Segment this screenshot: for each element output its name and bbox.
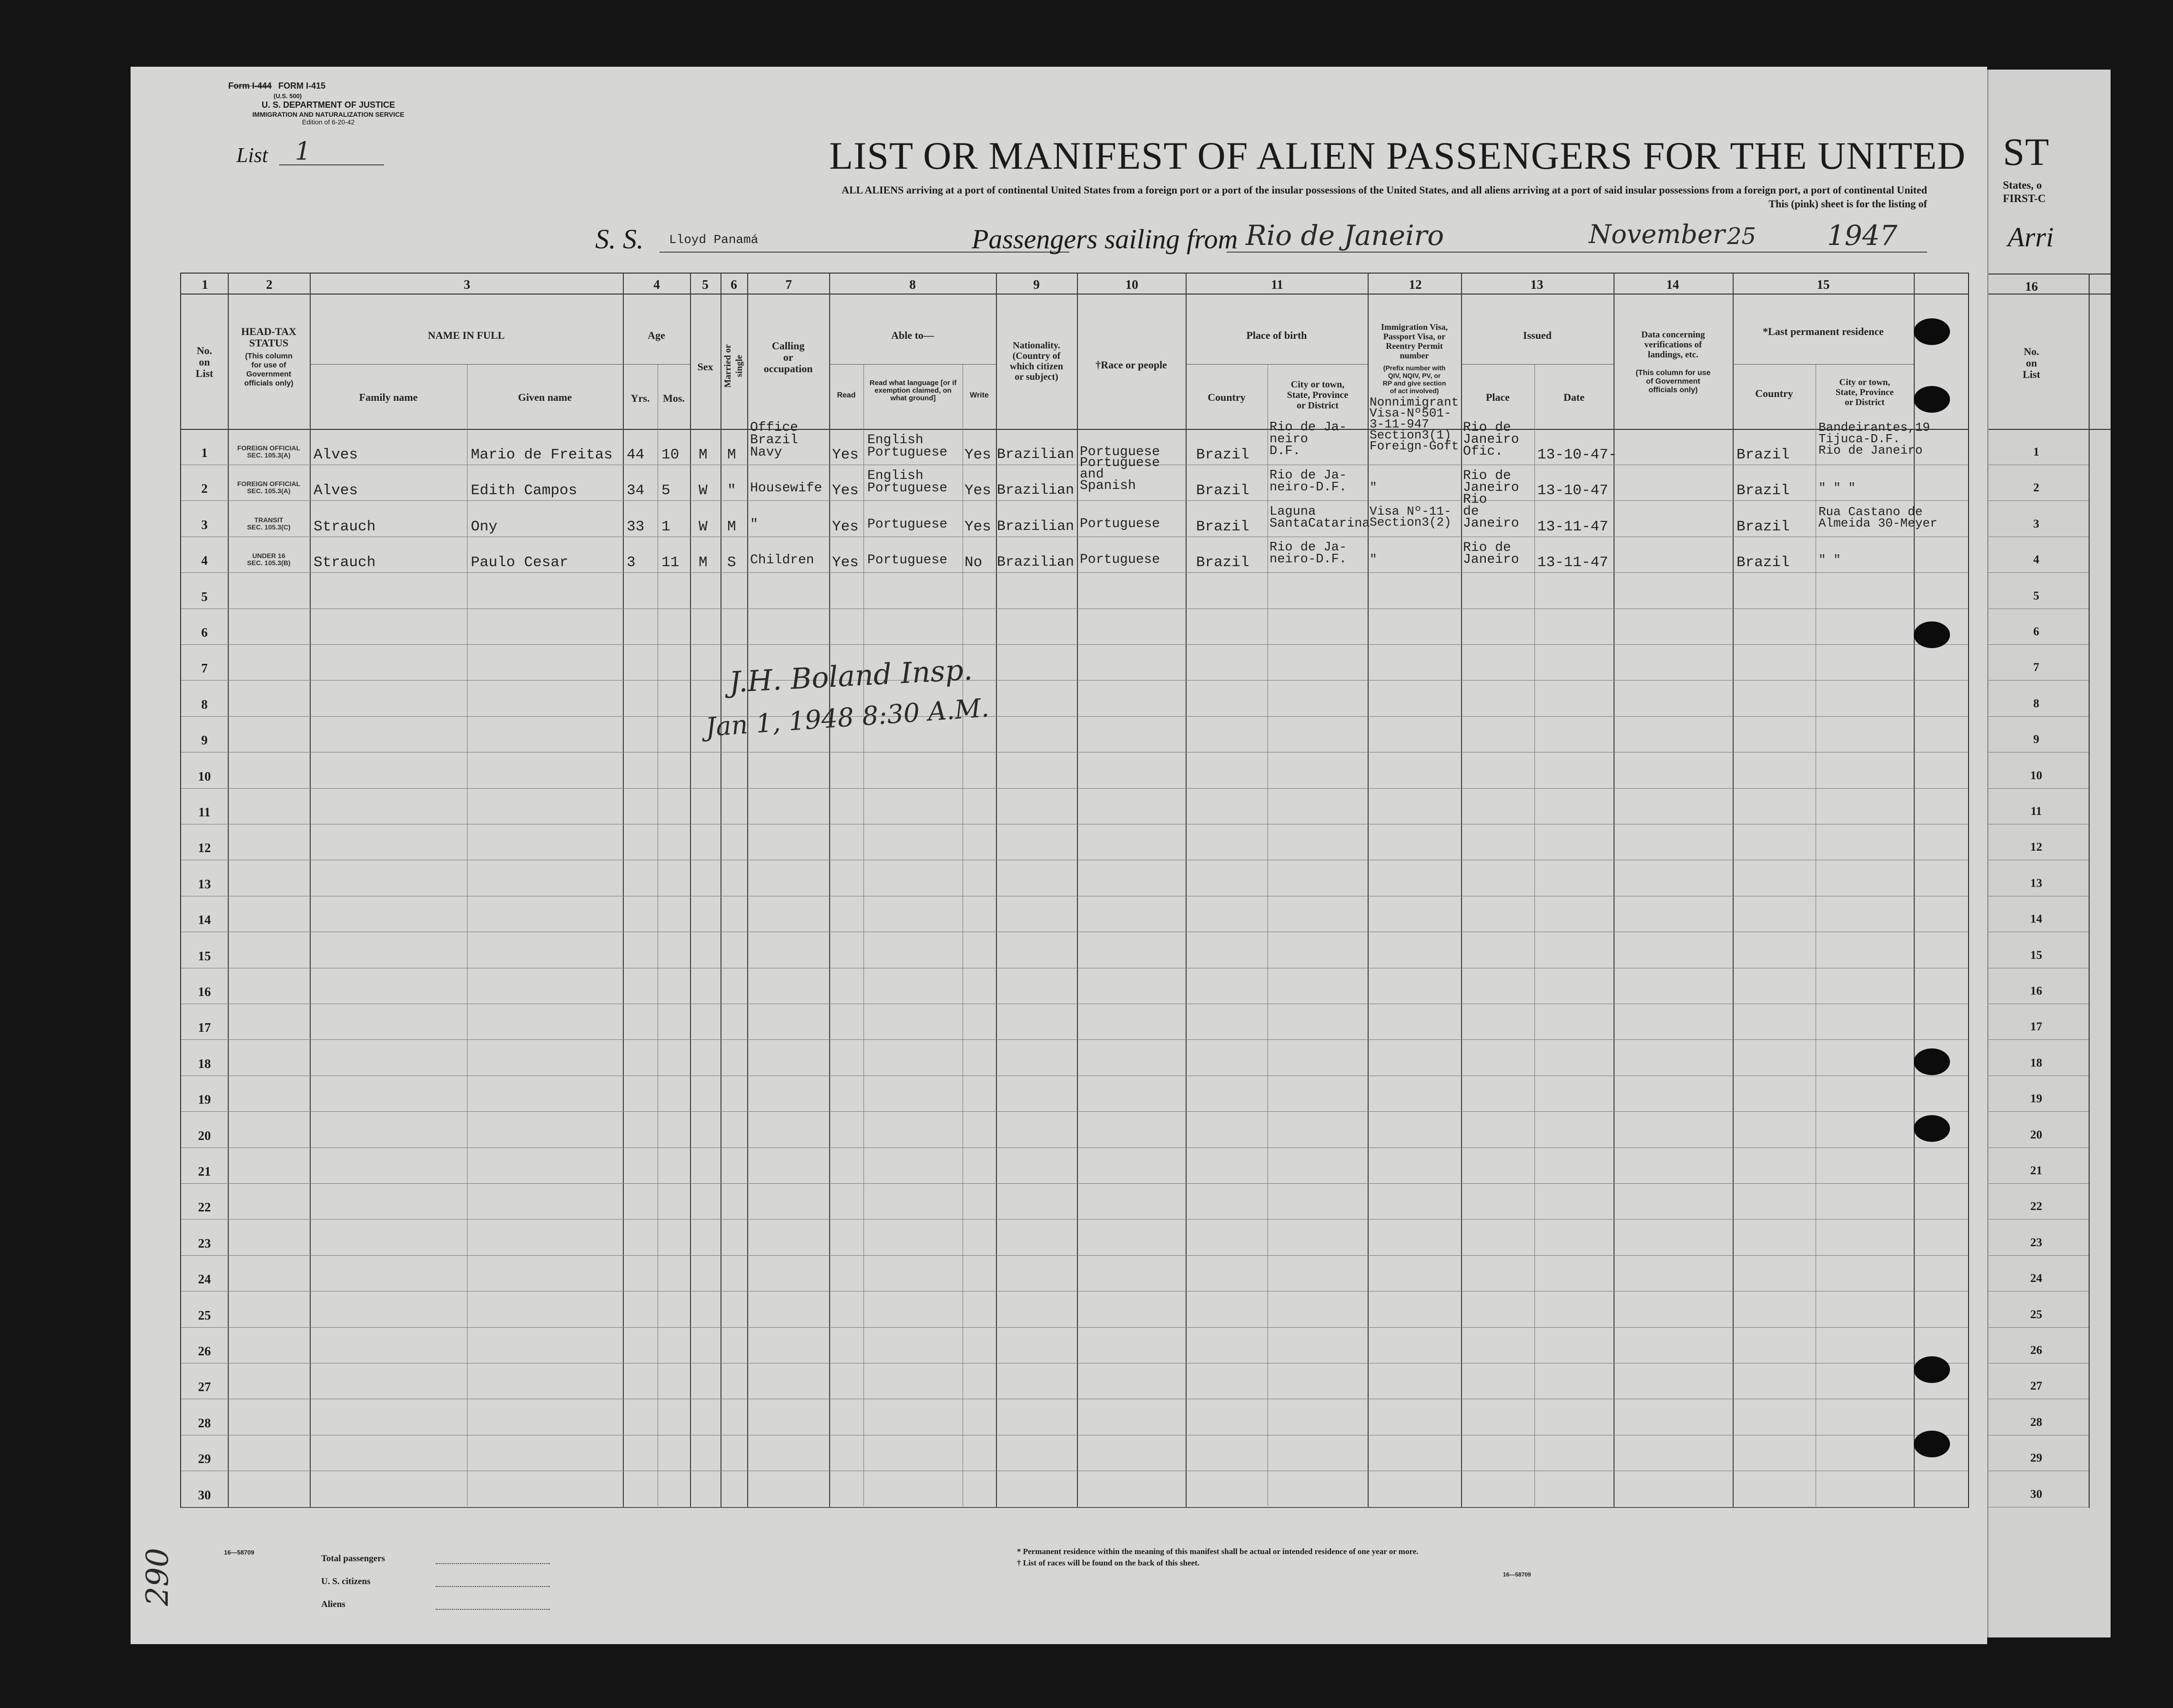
margin-note: 290 <box>140 1547 175 1606</box>
hdr-res-country: Country <box>1755 387 1793 399</box>
strip-row-number: 2 <box>2033 481 2040 494</box>
hdr-race: †Race or people <box>1096 359 1167 371</box>
department: U. S. DEPARTMENT OF JUSTICE <box>262 100 395 110</box>
hdr-landings: Data concerning verifications of landings, etc. <box>1641 330 1705 360</box>
hdr-married: Married or single <box>723 344 744 388</box>
passenger-res-country: Brazil <box>1736 554 1790 571</box>
col-num: 3 <box>464 277 470 292</box>
hdr-date: Date <box>1564 391 1584 403</box>
passenger-res-country: Brazil <box>1736 482 1790 499</box>
passenger-nationality: Brazilian <box>997 447 1075 463</box>
passenger-race: Portuguese <box>1080 517 1160 531</box>
sailing-year: 1947 <box>1827 219 1898 252</box>
row-number: 9 <box>201 733 208 747</box>
passenger-nationality: Brazilian <box>997 518 1075 535</box>
strip-row-number: 25 <box>2030 1308 2042 1321</box>
passenger-issue-place: Rio de Janeiro <box>1463 540 1519 567</box>
passenger-sex: M <box>699 554 708 571</box>
strip-row-number: 13 <box>2030 877 2042 890</box>
hdr-able-to: Able to— <box>891 329 934 341</box>
service: IMMIGRATION AND NATURALIZATION SERVICE <box>252 111 405 118</box>
passenger-given: Paulo Cesar <box>471 554 569 571</box>
passenger-tax: FOREIGN OFFICIAL SEC. 105.3(A) <box>237 444 301 459</box>
passenger-res-city: Rua Castano de Almeida 30-Meyer <box>1818 505 1938 530</box>
passenger-write: Yes <box>965 518 991 535</box>
row-number: 5 <box>201 590 208 604</box>
footnote-residence: * Permanent residence within the meaning of this manifest shall be actual or intended residence of one year or more. <box>1017 1547 1419 1556</box>
passenger-race: Portuguese and Spanish <box>1080 456 1160 493</box>
strip-row-rule <box>1989 572 2089 573</box>
row-number: 20 <box>198 1128 211 1143</box>
passenger-res-city: Bandeirantes,19 Tijuca-D.F. Rio de Janeiro <box>1818 420 1930 458</box>
row-number: 24 <box>198 1272 211 1286</box>
punch-hole <box>1914 386 1950 413</box>
passenger-country: Brazil <box>1196 447 1249 463</box>
strip-arriving: Arri <box>2008 222 2054 253</box>
passenger-race: Portuguese <box>1080 445 1160 459</box>
ss-label: S. S. <box>595 224 644 254</box>
row-rule <box>181 1219 1968 1220</box>
ship-name: Lloyd Panamá <box>669 233 759 247</box>
row-rule <box>181 1111 1968 1112</box>
passenger-married: M <box>727 447 736 463</box>
row-number: 7 <box>201 661 208 675</box>
passenger-read: Yes <box>832 482 859 499</box>
col-num: 8 <box>909 277 916 292</box>
passenger-tax: TRANSIT SEC. 105.3(C) <box>247 516 291 531</box>
list-label: List <box>236 143 268 167</box>
strip-row-rule <box>1989 1255 2089 1256</box>
passenger-tax: UNDER 16 SEC. 105.3(B) <box>247 552 291 567</box>
strip-row-number: 27 <box>2030 1380 2042 1393</box>
passenger-read: Yes <box>832 518 859 535</box>
hdr-res-city: City or town, State, Province or District <box>1835 377 1894 407</box>
form-stamp: 16—58709 <box>224 1549 254 1556</box>
row-number: 19 <box>198 1092 211 1107</box>
passenger-country: Brazil <box>1196 554 1249 571</box>
strip-row-number: 7 <box>2033 661 2040 674</box>
passenger-issue-place: Rio de Janeiro <box>1463 468 1519 495</box>
passenger-family: Strauch <box>314 554 376 571</box>
footnote-code: 16—58709 <box>1503 1571 1531 1578</box>
passenger-mos: 11 <box>661 554 680 571</box>
col-num: 9 <box>1033 277 1040 292</box>
sailing-day: 25 <box>1727 223 1757 250</box>
strip-row-number: 21 <box>2030 1164 2042 1177</box>
row-number: 6 <box>201 625 208 640</box>
passenger-res-country: Brazil <box>1736 447 1790 463</box>
passenger-language: English Portuguese <box>867 433 948 460</box>
passenger-city: Rio de Ja- neiro-D.F. <box>1269 540 1347 567</box>
passenger-nationality: Brazilian <box>997 554 1075 570</box>
row-number: 18 <box>198 1057 211 1071</box>
strip-row-number: 4 <box>2033 553 2040 566</box>
passenger-language: Portuguese <box>867 553 948 568</box>
passenger-yrs: 34 <box>627 482 645 499</box>
strip-row-number: 8 <box>2033 697 2040 710</box>
passenger-country: Brazil <box>1196 482 1249 499</box>
subhead-rule <box>829 364 996 365</box>
strip-row-rule <box>1989 1327 2089 1328</box>
aliens-line <box>436 1609 550 1610</box>
strip-no-on-list: No. on List <box>2022 346 2041 380</box>
passenger-city: Rio de Ja- neiro D.F. <box>1269 420 1347 458</box>
strip-line2: FIRST-C <box>2003 193 2046 204</box>
colnum-rule <box>181 294 1968 295</box>
row-number: 25 <box>198 1308 211 1322</box>
row-number: 3 <box>201 518 208 532</box>
hdr-write: Write <box>970 391 989 399</box>
passenger-issue-date: 13-11-47 <box>1537 518 1608 535</box>
total-line <box>436 1563 550 1564</box>
aliens-label: Aliens <box>321 1599 345 1609</box>
passenger-tax: FOREIGN OFFICIAL SEC. 105.3(A) <box>237 480 301 495</box>
strip-row-number: 24 <box>2030 1272 2042 1285</box>
passenger-issue-place: Rio de Janeiro Ofic. <box>1463 420 1519 459</box>
passenger-visa: Nonnimigrant Visa-Nº501- 3-11-947 Section3(1) Foreign-Goft <box>1370 395 1459 453</box>
passenger-res-city: " " " <box>1818 481 1856 495</box>
hdr-given-name: Given name <box>518 391 572 403</box>
strip-row-number: 23 <box>2030 1236 2042 1249</box>
hdr-place: Place <box>1485 391 1510 403</box>
col-num: 10 <box>1125 277 1138 292</box>
strip-row-number: 12 <box>2030 841 2042 854</box>
passenger-married: S <box>727 554 736 571</box>
hdr-name-in-full: NAME IN FULL <box>427 329 505 341</box>
col-num: 13 <box>1530 277 1543 292</box>
strip-line1: States, o <box>2003 179 2042 191</box>
passenger-calling: Office Brazil Navy <box>750 420 798 460</box>
row-rule <box>181 1039 1968 1040</box>
passenger-sex: W <box>699 518 708 535</box>
hdr-no-on-list: No. on List <box>195 345 213 379</box>
form-code: (U.S. 500) <box>274 92 302 100</box>
row-number: 22 <box>198 1200 211 1214</box>
punch-hole <box>1914 1356 1950 1383</box>
strip-row-number: 26 <box>2030 1344 2042 1357</box>
passenger-visa: " <box>1370 480 1377 495</box>
col-num: 6 <box>731 277 737 292</box>
inspector-signature: J.H. Boland Insp. <box>728 653 974 700</box>
passenger-sex: W <box>699 482 708 499</box>
strip-row-rule <box>1989 788 2089 789</box>
passenger-given: Mario de Freitas <box>471 447 613 463</box>
passenger-write: Yes <box>965 482 991 499</box>
hdr-age: Age <box>648 329 665 341</box>
next-sheet-strip <box>1987 70 2111 1637</box>
strip-row-rule <box>1989 716 2089 717</box>
strip-row-number: 9 <box>2033 733 2040 746</box>
passenger-language: Portuguese <box>867 517 948 532</box>
passenger-mos: 10 <box>661 447 680 463</box>
strip-row-rule <box>1989 500 2089 501</box>
strip-row-area <box>1989 429 2111 1507</box>
subhead-rule <box>1733 364 1914 365</box>
row-number: 27 <box>198 1380 211 1394</box>
row-number: 4 <box>201 553 208 568</box>
hdr-head-tax: HEAD-TAX STATUS <box>241 325 296 349</box>
hdr-visa-note: (Prefix number with QIV, NQIV, PV, or RP and give section of act involved) <box>1382 364 1446 395</box>
row-number: 29 <box>198 1452 211 1466</box>
passenger-mos: 1 <box>661 518 670 535</box>
passenger-visa: Visa Nº-11- Section3(2) <box>1370 504 1452 529</box>
passenger-married: M <box>727 518 736 535</box>
row-rule <box>181 1327 1968 1328</box>
punch-hole <box>1914 621 1950 648</box>
strip-row-number: 20 <box>2030 1128 2042 1141</box>
row-number: 21 <box>198 1164 211 1179</box>
subtitle-line2: This (pink) sheet is for the listing of <box>1768 198 1927 210</box>
strip-row-rule <box>1989 680 2089 681</box>
strip-row-number: 29 <box>2030 1452 2042 1464</box>
passenger-family: Alves <box>314 482 358 499</box>
strip-row-rule <box>1989 1219 2089 1220</box>
hdr-last-residence: *Last permanent residence <box>1763 325 1884 337</box>
hdr-yrs: Yrs. <box>630 392 650 404</box>
col-num: 5 <box>702 277 709 292</box>
hdr-nationality: Nationality. (Country of which citizen or subject) <box>1010 340 1063 382</box>
hdr-issued: Issued <box>1523 329 1552 341</box>
sailing-from: Rio de Janeiro <box>1246 219 1444 252</box>
row-number: 26 <box>198 1344 211 1358</box>
passenger-visa: " <box>1370 552 1377 567</box>
sailing-month: November <box>1589 219 1725 249</box>
passenger-family: Strauch <box>314 518 376 535</box>
passenger-res-country: Brazil <box>1736 518 1790 535</box>
row-rule <box>181 716 1968 717</box>
row-number: 12 <box>198 841 211 855</box>
row-number: 17 <box>198 1020 211 1035</box>
row-rule <box>181 788 1968 789</box>
punch-hole <box>1914 318 1950 345</box>
passenger-country: Brazil <box>1196 518 1249 535</box>
passenger-given: Ony <box>471 518 498 535</box>
strip-rule <box>1989 294 2111 295</box>
passenger-yrs: 44 <box>627 447 645 463</box>
passenger-race: Portuguese <box>1080 552 1160 567</box>
strip-row-number: 30 <box>2030 1488 2042 1501</box>
row-number: 8 <box>201 697 208 712</box>
row-number: 1 <box>201 446 208 460</box>
passenger-married: " <box>727 482 736 499</box>
passenger-calling: Housewife <box>750 481 822 496</box>
passenger-issue-place: Rio de Janeiro <box>1463 492 1519 531</box>
hdr-read-language: Read what language [or if exemption claimed, on what ground] <box>869 379 957 402</box>
strip-row-number: 1 <box>2033 446 2040 458</box>
passenger-given: Edith Campos <box>471 482 578 499</box>
punch-hole <box>1914 1431 1950 1457</box>
row-number: 16 <box>198 985 211 999</box>
hdr-head-tax-note: (This column for use of Government officials only) <box>244 352 294 387</box>
passenger-nationality: Brazilian <box>997 482 1075 498</box>
edition: Edition of 6-20-42 <box>302 118 355 126</box>
passenger-read: Yes <box>832 554 859 571</box>
col-num: 11 <box>1271 277 1283 292</box>
strip-row-number: 6 <box>2033 625 2040 638</box>
col-num: 15 <box>1817 277 1830 292</box>
row-number: 10 <box>198 769 211 783</box>
sailing-label: Passengers sailing from <box>972 224 1238 254</box>
hdr-mos: Mos. <box>663 392 685 404</box>
subhead-rule <box>1186 364 1368 365</box>
main-title: LIST OR MANIFEST OF ALIEN PASSENGERS FOR THE UNITED <box>829 134 1966 177</box>
col-num: 12 <box>1409 277 1422 292</box>
strip-row-number: 22 <box>2030 1200 2042 1213</box>
row-rule <box>181 644 1968 645</box>
footnote-races: † List of races will be found on the back of this sheet. <box>1017 1558 1199 1567</box>
row-rule <box>181 1255 1968 1256</box>
col-num: 2 <box>266 277 273 292</box>
form-id: Form I-444 FORM I-415 <box>228 81 326 91</box>
hdr-city: City or town, State, Province or District <box>1287 379 1349 411</box>
strip-row-number: 10 <box>2030 769 2042 782</box>
strip-row-rule <box>1989 1039 2089 1040</box>
subhead-rule <box>623 364 690 365</box>
strip-row-number: 19 <box>2030 1092 2042 1105</box>
inspector-date: Jan 1, 1948 8:30 A.M. <box>704 692 990 742</box>
strip-row-number: 5 <box>2033 590 2040 602</box>
passenger-yrs: 3 <box>627 554 636 571</box>
passenger-language: English Portuguese <box>867 468 948 496</box>
hdr-country: Country <box>1208 391 1246 403</box>
row-number: 2 <box>201 481 208 496</box>
col-num: 14 <box>1666 277 1679 292</box>
passenger-city: Laguna SantaCatarina <box>1269 505 1370 531</box>
strip-row-number: 11 <box>2031 805 2042 818</box>
strip-row-number: 3 <box>2033 518 2040 530</box>
hdr-family-name: Family name <box>359 391 418 403</box>
passenger-res-city: " " <box>1818 553 1841 567</box>
row-number: 13 <box>198 877 211 891</box>
strip-row-number: 17 <box>2030 1020 2042 1033</box>
hdr-sex: Sex <box>697 361 713 373</box>
strip-row-number: 16 <box>2030 985 2042 997</box>
row-number: 23 <box>198 1236 211 1250</box>
punch-hole <box>1914 1115 1950 1142</box>
strip-row-rule <box>1989 1111 2089 1112</box>
punch-hole <box>1914 1048 1950 1075</box>
passenger-family: Alves <box>314 447 358 463</box>
hdr-visa: Immigration Visa, Passport Visa, or Reentry Permit number <box>1381 322 1448 360</box>
strip-row-number: 28 <box>2030 1416 2042 1429</box>
row-number: 28 <box>198 1416 211 1430</box>
hdr-place-of-birth: Place of birth <box>1246 329 1307 341</box>
passenger-city: Rio de Ja- neiro-D.F. <box>1269 468 1347 495</box>
passenger-sex: M <box>699 447 708 463</box>
row-number: 11 <box>198 805 211 819</box>
strip-row-number: 15 <box>2030 949 2042 962</box>
row-number: 14 <box>198 913 211 927</box>
manifest-sheet <box>131 67 1987 1644</box>
list-number: 1 <box>295 137 311 166</box>
hdr-calling: Calling or occupation <box>763 340 813 375</box>
total-passengers-label: Total passengers <box>321 1554 385 1564</box>
subhead-rule <box>310 364 623 365</box>
strip-col16: 16 <box>2025 279 2038 294</box>
strip-title-fragment: ST <box>2003 130 2050 173</box>
strip-row-number: 14 <box>2030 913 2042 925</box>
strip-col-line <box>2089 274 2090 1508</box>
us-citizens-label: U. S. citizens <box>321 1576 371 1586</box>
strip-row-number: 18 <box>2030 1057 2042 1069</box>
row-number: 30 <box>198 1488 211 1502</box>
row-number: 15 <box>198 949 211 963</box>
col-num: 7 <box>785 277 792 292</box>
subhead-rule <box>1461 364 1614 365</box>
citizens-line <box>436 1586 550 1587</box>
passenger-yrs: 33 <box>627 518 645 535</box>
passenger-write: Yes <box>965 447 991 463</box>
row-rule <box>181 1183 1968 1184</box>
hdr-read: Read <box>837 391 856 399</box>
strip-row-rule <box>1989 1183 2089 1184</box>
strip-row-rule <box>1989 644 2089 645</box>
passenger-write: No <box>965 554 983 571</box>
col-num: 1 <box>202 277 208 292</box>
passenger-calling: " <box>750 517 758 532</box>
passenger-issue-date: 13-10-47- <box>1537 447 1617 463</box>
passenger-read: Yes <box>832 447 859 463</box>
row-rule <box>181 680 1968 681</box>
subtitle-line1: ALL ALIENS arriving at a port of continental United States from a foreign port or a port of the insular possessions of the United States, and all aliens arriving at a port of said insular possessions from a foreign port, a port of continental United <box>842 184 1927 196</box>
hdr-landings-note: (This column for use of Government officials only) <box>1635 369 1711 394</box>
col-num: 4 <box>653 277 660 292</box>
sailing-underline <box>1227 252 1927 253</box>
passenger-issue-date: 13-11-47 <box>1537 554 1608 571</box>
passenger-issue-date: 13-10-47 <box>1537 482 1608 499</box>
passenger-mos: 5 <box>661 482 670 499</box>
passenger-calling: Children <box>750 553 814 568</box>
